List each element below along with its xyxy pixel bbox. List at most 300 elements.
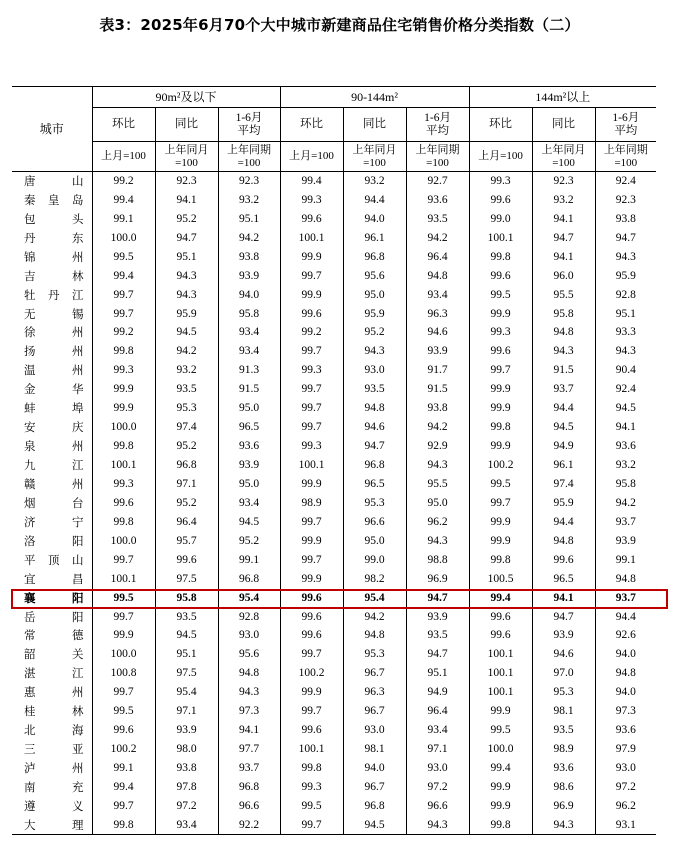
index-value: 99.6 (469, 626, 532, 645)
index-value: 99.3 (280, 437, 343, 456)
ytd-header: 1-6月平均 (406, 108, 469, 142)
index-value: 99.8 (92, 815, 155, 834)
index-value: 94.5 (532, 418, 595, 437)
index-value: 99.9 (280, 475, 343, 494)
index-value: 91.5 (218, 380, 280, 399)
table-row (12, 228, 656, 247)
index-value: 99.3 (92, 475, 155, 494)
index-value: 94.2 (406, 418, 469, 437)
index-value: 94.4 (532, 512, 595, 531)
index-value: 94.3 (532, 342, 595, 361)
index-value: 94.3 (155, 266, 218, 285)
index-value: 95.9 (343, 304, 406, 323)
index-value: 99.7 (280, 418, 343, 437)
index-value: 97.5 (155, 664, 218, 683)
index-value: 98.2 (343, 569, 406, 588)
index-value: 99.7 (280, 815, 343, 834)
index-value: 93.4 (218, 342, 280, 361)
index-value: 98.0 (155, 740, 218, 759)
index-value: 93.6 (615, 440, 636, 453)
mom-base: 上月=100 (92, 142, 155, 172)
index-value: 93.6 (218, 437, 280, 456)
index-value: 99.9 (469, 437, 532, 456)
city-name: 丹东 (12, 228, 92, 247)
index-value: 96.8 (218, 569, 280, 588)
index-value: 98.9 (532, 740, 595, 759)
index-value: 94.1 (615, 421, 636, 434)
yoy-base: 上年同月=100 (343, 142, 406, 172)
index-value: 99.9 (280, 683, 343, 702)
index-value: 100.2 (469, 456, 532, 475)
city-name: 宜昌 (12, 569, 92, 588)
mom-header: 环比 (469, 108, 532, 142)
index-value: 93.9 (406, 342, 469, 361)
index-value: 98.1 (343, 740, 406, 759)
index-value: 94.3 (406, 815, 469, 834)
index-value: 92.7 (406, 172, 469, 191)
index-value: 94.3 (615, 250, 636, 263)
table-row (12, 399, 656, 418)
index-value: 99.7 (280, 702, 343, 721)
index-value: 99.6 (469, 607, 532, 626)
index-value: 93.0 (615, 762, 636, 775)
index-value: 99.6 (280, 209, 343, 228)
index-value: 94.1 (532, 247, 595, 266)
index-value: 96.5 (343, 475, 406, 494)
index-value: 94.2 (406, 228, 469, 247)
index-value: 99.4 (92, 266, 155, 285)
table-row (12, 683, 656, 702)
index-value: 97.7 (218, 740, 280, 759)
index-value: 100.1 (280, 228, 343, 247)
table-row (12, 266, 656, 285)
index-value: 100.1 (92, 569, 155, 588)
index-value: 99.7 (92, 304, 155, 323)
table-row (12, 626, 656, 645)
table-row (12, 740, 656, 759)
table-row (12, 361, 656, 380)
index-value: 100.1 (280, 740, 343, 759)
index-value: 97.1 (155, 702, 218, 721)
index-value: 99.7 (280, 399, 343, 418)
index-value: 93.4 (406, 285, 469, 304)
index-value: 99.7 (280, 266, 343, 285)
index-value: 96.8 (343, 456, 406, 475)
city-name: 泸州 (12, 759, 92, 778)
city-name: 遵义 (12, 796, 92, 815)
index-value: 99.7 (92, 683, 155, 702)
index-value: 91.3 (218, 361, 280, 380)
group-header-medium: 90-144m² (280, 87, 469, 108)
index-value: 95.8 (218, 304, 280, 323)
index-value: 94.1 (532, 209, 595, 228)
index-value: 96.3 (406, 304, 469, 323)
index-value: 92.8 (218, 607, 280, 626)
city-name: 锦州 (12, 247, 92, 266)
index-value: 95.1 (406, 664, 469, 683)
index-value: 99.4 (280, 172, 343, 191)
index-value: 93.5 (406, 209, 469, 228)
index-value: 97.2 (615, 780, 636, 793)
table-row (12, 664, 656, 683)
city-name: 包头 (12, 209, 92, 228)
index-value: 96.6 (343, 512, 406, 531)
city-name: 赣州 (12, 475, 92, 494)
yoy-base: 上年同月=100 (155, 142, 218, 172)
index-value: 93.9 (532, 626, 595, 645)
index-value: 99.7 (280, 512, 343, 531)
index-value: 94.8 (406, 266, 469, 285)
index-value: 94.8 (343, 399, 406, 418)
table-row (12, 759, 656, 778)
table-row (12, 815, 656, 834)
index-value: 99.6 (155, 550, 218, 569)
index-value: 99.5 (469, 285, 532, 304)
ytd-base: 上年同期=100 (595, 142, 656, 172)
index-value: 94.6 (532, 645, 595, 664)
index-value: 91.5 (532, 361, 595, 380)
index-value: 96.7 (343, 664, 406, 683)
index-value: 94.4 (532, 399, 595, 418)
index-value: 99.5 (92, 247, 155, 266)
index-value: 96.2 (615, 799, 636, 812)
index-value: 95.0 (218, 475, 280, 494)
index-value: 93.0 (406, 759, 469, 778)
index-value: 95.1 (155, 247, 218, 266)
table-row (12, 493, 656, 512)
index-value: 99.8 (280, 759, 343, 778)
index-value: 99.3 (469, 323, 532, 342)
index-value: 100.0 (92, 418, 155, 437)
index-value: 94.0 (218, 285, 280, 304)
table-row (12, 190, 656, 209)
index-value: 95.4 (343, 588, 406, 607)
table-row (12, 721, 656, 740)
index-value: 91.7 (406, 361, 469, 380)
index-value: 93.9 (218, 266, 280, 285)
index-value: 96.7 (343, 702, 406, 721)
index-value: 93.6 (532, 759, 595, 778)
index-value: 99.2 (92, 323, 155, 342)
index-value: 95.2 (155, 209, 218, 228)
index-value: 95.3 (343, 645, 406, 664)
price-index-table (12, 86, 656, 835)
index-value: 93.7 (532, 380, 595, 399)
index-value: 94.5 (155, 626, 218, 645)
index-value: 99.3 (469, 172, 532, 191)
index-value: 95.2 (155, 493, 218, 512)
city-name: 湛江 (12, 664, 92, 683)
index-value: 92.3 (615, 193, 636, 206)
index-value: 94.0 (343, 209, 406, 228)
index-value: 99.9 (469, 399, 532, 418)
index-value: 93.0 (218, 626, 280, 645)
index-value: 97.8 (155, 778, 218, 797)
index-value: 95.0 (343, 531, 406, 550)
index-value: 100.1 (469, 228, 532, 247)
index-value: 99.9 (469, 380, 532, 399)
index-value: 97.4 (532, 475, 595, 494)
index-value: 94.4 (343, 190, 406, 209)
yoy-header: 同比 (532, 108, 595, 142)
index-value: 96.5 (532, 569, 595, 588)
index-value: 94.0 (343, 759, 406, 778)
index-value: 99.8 (469, 418, 532, 437)
index-value: 99.6 (469, 266, 532, 285)
index-value: 99.4 (92, 778, 155, 797)
index-value: 100.0 (92, 531, 155, 550)
city-name: 无锡 (12, 304, 92, 323)
index-value: 100.1 (469, 683, 532, 702)
index-value: 100.8 (92, 664, 155, 683)
index-value: 99.0 (469, 209, 532, 228)
index-value: 99.9 (469, 531, 532, 550)
index-value: 95.0 (406, 493, 469, 512)
index-value: 98.8 (406, 550, 469, 569)
index-value: 99.4 (92, 190, 155, 209)
ytd-base: 上年同期=100 (218, 142, 280, 172)
city-name: 北海 (12, 721, 92, 740)
city-name: 安庆 (12, 418, 92, 437)
index-value: 93.2 (155, 361, 218, 380)
city-name: 唐山 (12, 172, 92, 191)
index-value: 92.9 (406, 437, 469, 456)
index-value: 93.9 (406, 607, 469, 626)
index-value: 99.9 (469, 778, 532, 797)
index-value: 97.2 (155, 796, 218, 815)
index-value: 96.8 (343, 247, 406, 266)
index-value: 95.8 (155, 588, 218, 607)
city-name: 扬州 (12, 342, 92, 361)
index-value: 93.9 (615, 534, 636, 547)
index-value: 95.4 (218, 588, 280, 607)
index-value: 94.3 (218, 683, 280, 702)
index-value: 94.0 (615, 648, 636, 661)
index-value: 97.1 (155, 475, 218, 494)
index-value: 99.9 (92, 380, 155, 399)
index-value: 92.3 (218, 172, 280, 191)
index-value: 97.2 (406, 778, 469, 797)
city-column-header: 城市 (12, 87, 92, 172)
index-value: 93.4 (218, 493, 280, 512)
index-value: 99.1 (92, 209, 155, 228)
index-value: 96.8 (343, 796, 406, 815)
index-value: 92.4 (615, 383, 636, 396)
index-value: 99.1 (615, 553, 636, 566)
city-name: 金华 (12, 380, 92, 399)
index-value: 100.2 (92, 740, 155, 759)
index-value: 93.7 (218, 759, 280, 778)
index-value: 92.6 (615, 629, 636, 642)
index-value: 93.1 (595, 815, 656, 834)
page-title: 表3：2025年6月70个大中城市新建商品住宅销售价格分类指数（二） (99, 16, 580, 34)
table-row (12, 437, 656, 456)
table-row (12, 285, 656, 304)
index-value: 99.6 (280, 588, 343, 607)
index-value: 99.7 (469, 493, 532, 512)
index-value: 100.0 (92, 228, 155, 247)
index-value: 97.9 (615, 743, 636, 756)
city-name: 南充 (12, 778, 92, 797)
index-value: 99.1 (92, 759, 155, 778)
index-value: 94.7 (615, 231, 636, 244)
index-value: 95.5 (532, 285, 595, 304)
index-value: 94.8 (615, 667, 636, 680)
city-name: 牡丹江 (12, 285, 92, 304)
group-header-large: 144m²以上 (469, 87, 656, 108)
index-value: 99.6 (469, 342, 532, 361)
table-row (12, 778, 656, 797)
index-value: 99.9 (469, 304, 532, 323)
index-value: 99.3 (92, 361, 155, 380)
index-value: 93.8 (218, 247, 280, 266)
city-name: 襄阳 (12, 588, 92, 607)
table-row (12, 796, 656, 815)
index-value: 99.7 (92, 550, 155, 569)
index-value: 93.4 (406, 721, 469, 740)
mom-base: 上月=100 (280, 142, 343, 172)
index-value: 90.4 (615, 364, 636, 377)
index-value: 95.1 (218, 209, 280, 228)
index-value: 95.2 (218, 531, 280, 550)
index-value: 93.5 (343, 380, 406, 399)
index-value: 100.2 (280, 664, 343, 683)
table-body (12, 172, 656, 835)
index-value: 100.5 (469, 569, 532, 588)
index-value: 94.9 (532, 437, 595, 456)
index-value: 95.9 (615, 269, 636, 282)
city-name: 惠州 (12, 683, 92, 702)
index-value: 99.4 (469, 588, 532, 607)
city-name: 韶关 (12, 645, 92, 664)
city-name: 蚌埠 (12, 399, 92, 418)
index-value: 93.5 (155, 607, 218, 626)
index-value: 95.9 (155, 304, 218, 323)
index-value: 97.1 (406, 740, 469, 759)
index-value: 93.2 (218, 190, 280, 209)
index-value: 93.5 (406, 626, 469, 645)
index-value: 99.6 (280, 304, 343, 323)
table-row (12, 418, 656, 437)
index-value: 95.5 (406, 475, 469, 494)
index-value: 99.6 (92, 493, 155, 512)
index-value: 92.8 (615, 288, 636, 301)
index-value: 96.1 (532, 456, 595, 475)
index-value: 99.3 (280, 361, 343, 380)
index-value: 99.7 (280, 342, 343, 361)
index-value: 96.8 (155, 456, 218, 475)
index-value: 99.7 (92, 285, 155, 304)
index-value: 99.8 (92, 342, 155, 361)
index-value: 95.2 (155, 437, 218, 456)
table-row (12, 209, 656, 228)
index-value: 96.1 (343, 228, 406, 247)
index-value: 96.9 (406, 569, 469, 588)
index-value: 99.9 (469, 512, 532, 531)
index-value: 100.1 (469, 645, 532, 664)
index-value: 94.1 (155, 190, 218, 209)
index-value: 95.6 (218, 645, 280, 664)
table-row (12, 588, 656, 607)
index-value: 94.1 (532, 588, 595, 607)
index-value: 99.9 (92, 399, 155, 418)
index-value: 96.0 (532, 266, 595, 285)
index-value: 99.3 (280, 190, 343, 209)
index-value: 96.6 (406, 796, 469, 815)
index-value: 93.4 (218, 323, 280, 342)
city-name: 泉州 (12, 437, 92, 456)
index-value: 97.3 (615, 705, 636, 718)
index-value: 95.6 (343, 266, 406, 285)
index-value: 98.6 (532, 778, 595, 797)
index-value: 99.6 (532, 550, 595, 569)
index-value: 99.8 (469, 550, 532, 569)
index-value: 95.0 (343, 285, 406, 304)
index-value: 95.8 (532, 304, 595, 323)
index-value: 94.7 (406, 645, 469, 664)
index-value: 99.5 (280, 796, 343, 815)
ytd-header: 1-6月平均 (595, 108, 656, 142)
mom-header: 环比 (92, 108, 155, 142)
index-value: 95.3 (532, 683, 595, 702)
index-value: 95.9 (532, 493, 595, 512)
table-row (12, 323, 656, 342)
index-value: 99.9 (280, 569, 343, 588)
index-value: 99.5 (469, 475, 532, 494)
city-name: 洛阳 (12, 531, 92, 550)
index-value: 96.7 (343, 778, 406, 797)
index-value: 93.9 (155, 721, 218, 740)
index-value: 94.4 (615, 610, 636, 623)
index-value: 93.5 (532, 721, 595, 740)
index-value: 94.5 (615, 402, 636, 415)
index-value: 97.5 (155, 569, 218, 588)
index-value: 99.9 (280, 531, 343, 550)
index-value: 100.0 (92, 645, 155, 664)
index-value: 97.3 (218, 702, 280, 721)
index-value: 94.5 (343, 815, 406, 834)
table-row (12, 475, 656, 494)
index-value: 99.7 (280, 645, 343, 664)
index-value: 93.8 (615, 212, 636, 225)
index-value: 96.8 (218, 778, 280, 797)
table-row (12, 342, 656, 361)
index-value: 95.2 (343, 323, 406, 342)
index-value: 93.7 (615, 515, 636, 528)
index-value: 95.3 (155, 399, 218, 418)
index-value: 100.0 (469, 740, 532, 759)
index-value: 100.1 (469, 664, 532, 683)
index-value: 99.7 (469, 361, 532, 380)
index-value: 99.8 (469, 247, 532, 266)
index-value: 99.9 (280, 285, 343, 304)
table-row (12, 380, 656, 399)
index-value: 94.8 (532, 323, 595, 342)
index-value: 99.0 (343, 550, 406, 569)
index-value: 94.8 (532, 531, 595, 550)
index-value: 94.7 (532, 607, 595, 626)
index-value: 94.1 (218, 721, 280, 740)
index-value: 98.1 (532, 702, 595, 721)
index-value: 99.1 (218, 550, 280, 569)
index-value: 96.4 (406, 247, 469, 266)
yoy-header: 同比 (343, 108, 406, 142)
index-value: 94.3 (615, 345, 636, 358)
city-name: 烟台 (12, 493, 92, 512)
index-value: 99.5 (469, 721, 532, 740)
index-value: 92.3 (532, 172, 595, 191)
index-value: 94.3 (406, 531, 469, 550)
